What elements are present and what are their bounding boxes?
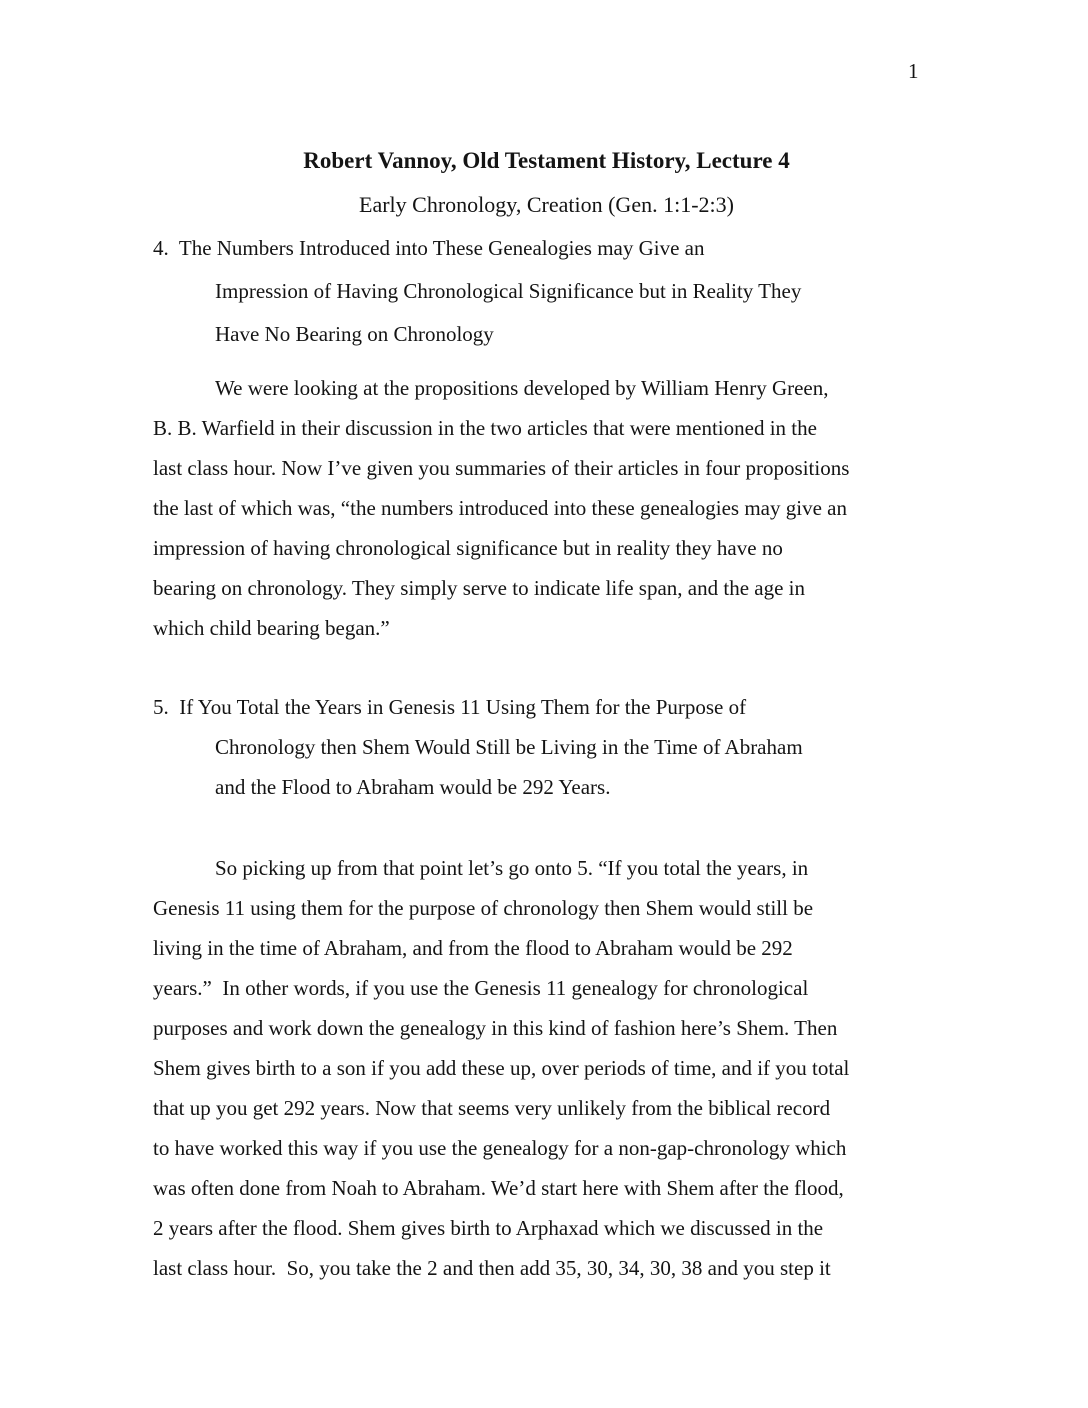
heading-line: Chronology then Shem Would Still be Living in the Time of Abraham <box>215 735 803 759</box>
heading-line: Impression of Having Chronological Significance but in Reality They <box>215 279 802 303</box>
section-4-paragraph <box>153 368 953 648</box>
paragraph-line: years.” In other words, if you use the Genesis 11 genealogy for chronological <box>153 976 809 1000</box>
paragraph-line: that up you get 292 years. Now that seems very unlikely from the biblical record <box>153 1096 831 1120</box>
paragraph-line: Shem gives birth to a son if you add these up, over periods of time, and if you total <box>153 1056 850 1080</box>
heading-line: 5. If You Total the Years in Genesis 11 Using Them for the Purpose of <box>153 695 747 719</box>
paragraph-line: living in the time of Abraham, and from the flood to Abraham would be 292 <box>153 936 793 960</box>
heading-line: Have No Bearing on Chronology <box>215 322 494 346</box>
paragraph-line: B. B. Warfield in their discussion in the two articles that were mentioned in the <box>153 416 817 440</box>
paragraph-line: So picking up from that point let’s go onto 5. “If you total the years, in <box>215 856 809 880</box>
document-subtitle: Early Chronology, Creation (Gen. 1:1-2:3) <box>359 192 734 217</box>
heading-line: 4. The Numbers Introduced into These Genealogies may Give an <box>153 236 705 260</box>
paragraph-line: last class hour. So, you take the 2 and then add 35, 30, 34, 30, 38 and you step it <box>153 1256 831 1280</box>
page-number: 1 <box>908 59 919 83</box>
paragraph-line: impression of having chronological significance but in reality they have no <box>153 536 783 560</box>
paragraph-line: to have worked this way if you use the genealogy for a non-gap-chronology which <box>153 1136 847 1160</box>
paragraph-line: 2 years after the flood. Shem gives birth to Arphaxad which we discussed in the <box>153 1216 824 1240</box>
paragraph-line: Genesis 11 using them for the purpose of chronology then Shem would still be <box>153 896 814 920</box>
paragraph-line: purposes and work down the genealogy in this kind of fashion here’s Shem. Then <box>153 1016 838 1040</box>
paragraph-line: last class hour. Now I’ve given you summaries of their articles in four propositions <box>153 456 850 480</box>
section-4-heading <box>153 227 953 356</box>
paragraph-line: bearing on chronology. They simply serve to indicate life span, and the age in <box>153 576 805 600</box>
paragraph-line: which child bearing began.” <box>153 616 390 640</box>
paragraph-line: was often done from Noah to Abraham. We’d start here with Shem after the flood, <box>153 1176 844 1200</box>
heading-line: and the Flood to Abraham would be 292 Years. <box>215 775 611 799</box>
document-title: Robert Vannoy, Old Testament History, Lecture 4 <box>303 148 790 173</box>
section-5-paragraph <box>153 848 953 1288</box>
paragraph-line: We were looking at the propositions developed by William Henry Green, <box>215 376 829 400</box>
paragraph-line: the last of which was, “the numbers introduced into these genealogies may give an <box>153 496 847 520</box>
section-5-heading <box>153 687 953 807</box>
